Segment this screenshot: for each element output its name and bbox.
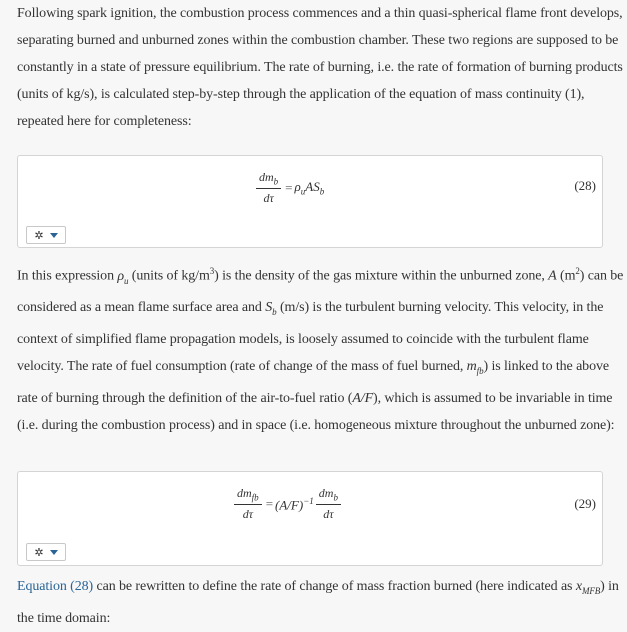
gear-icon: ✲: [34, 545, 44, 559]
equation-28: $\frac{dm_b}{d\tau}$ = $\rho_uAS_b$: [254, 170, 324, 206]
equation-box-29: [17, 471, 603, 566]
equation-menu-button[interactable]: [26, 543, 66, 561]
paragraph-explanation: In this expression $\rho_u$ (units of $kg/m^3$) is the density of the gas mixture within the unburned zone, A $(m^2)$ can be considered as a mean flame surface area and $S_b$ (m/s) is the turbulent burning velocity. This velocity, in the context of simplified flame propagation models, is loosely assumed to coincide with the turbulent flame velocity. The rate of fuel consumption (rate of change of the mass of fuel burned, $m_{fb}$) is linked to the above rate of burning through the definition of the air-to-fuel ratio (A/F), which is assumed to be invariable in time (i.e. during the combustion process) and in space (i.e. homogeneous mixture throughout the unburned zone):: [17, 266, 624, 434]
fraction-rhs: $\frac{dm_b}{d\tau}$: [316, 486, 341, 522]
math-af: A/F: [352, 391, 374, 407]
equation-number: (28): [574, 178, 596, 193]
equation-28-link[interactable]: Equation (28): [17, 579, 94, 594]
gear-icon: ✲: [34, 228, 44, 242]
chevron-down-icon: [50, 233, 58, 238]
equation-box-28: [17, 155, 603, 248]
rhs-expression: $\rho_uAS_b$: [294, 179, 325, 197]
equation-number: (29): [574, 496, 596, 511]
chevron-down-icon: [50, 550, 58, 555]
math-xmfb: $x_{MFB}$: [575, 579, 601, 596]
equation-29: $\frac{dm_{fb}}{d\tau}$ = $(A/F)^{-1}$ $\frac{dm_b}{d\tau}$: [232, 486, 343, 522]
math-area: A: [548, 268, 557, 284]
math-mfb: $m_{fb}$: [466, 359, 484, 377]
math-rho: $\rho_u$: [117, 268, 129, 286]
math-sb: $S_b$: [265, 300, 277, 318]
equation-menu-button[interactable]: [26, 226, 66, 244]
paragraph-intro: Following spark ignition, the combustion process commences and a thin quasi-spherical flame front develops, separating burned and unburned zones within the combustion chamber. These two regions are supposed to be constantly in a state of pressure equilibrium. The rate of burning, i.e. the rate of formation of burning products (units of kg/s), is calculated step-by-step through the application of the equation of mass continuity (1), repeated here for completeness:: [17, 6, 623, 129]
fraction-lhs: $\frac{dm_{fb}}{d\tau}$: [234, 486, 262, 522]
af-term: $(A/F)^{-1}$: [275, 495, 314, 512]
fraction-lhs: $\frac{dm_b}{d\tau}$: [256, 170, 281, 206]
paragraph-followup: Equation (28) can be rewritten to define the rate of change of mass fraction burned (here indicated as $x_{MFB}$) in the time domain:: [17, 579, 619, 626]
